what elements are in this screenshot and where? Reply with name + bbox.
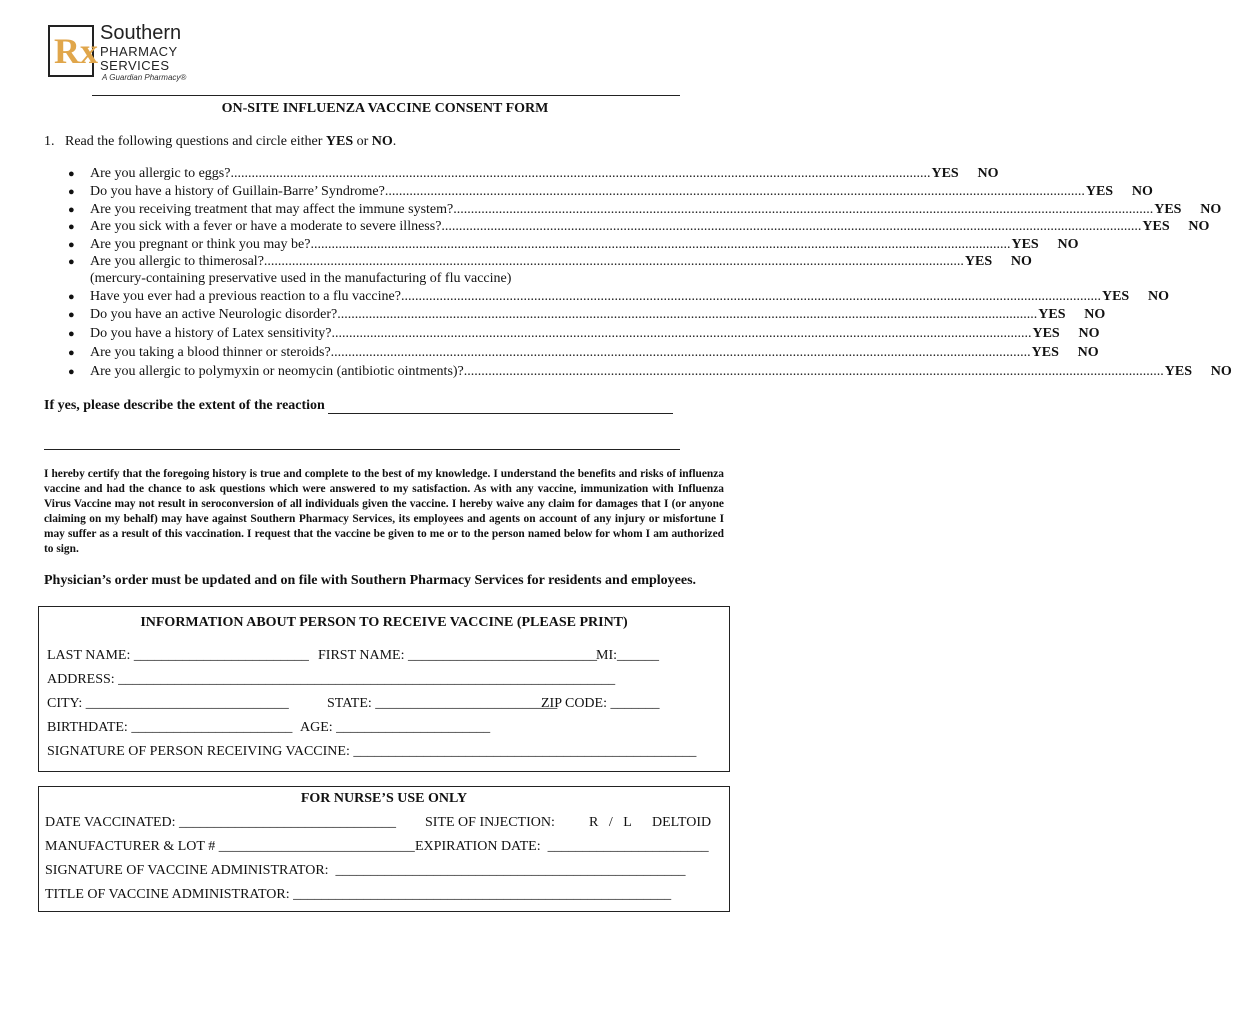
yes-option[interactable]: YES bbox=[1154, 202, 1182, 217]
instruction-prefix: 1. Read the following questions and circle either bbox=[44, 134, 326, 149]
question-row bbox=[68, 326, 1100, 344]
question-row bbox=[68, 254, 1032, 272]
yes-option[interactable]: YES bbox=[1085, 184, 1114, 199]
leader-dots: ........................................................................................................................................................................................................ bbox=[453, 202, 1154, 217]
yes-option[interactable]: YES bbox=[1031, 345, 1059, 360]
question-text: Do you have a history of Latex sensitivity? bbox=[90, 326, 332, 341]
thimerosal-note: (mercury-containing preservative used in the manufacturing of flu vaccine) bbox=[90, 271, 512, 286]
question-row bbox=[68, 289, 1169, 307]
first-name-field[interactable]: FIRST NAME: ___________________________ bbox=[318, 648, 597, 663]
no-option[interactable]: NO bbox=[977, 166, 999, 181]
no-option[interactable]: NO bbox=[1084, 307, 1106, 322]
bullet-icon: ● bbox=[68, 204, 75, 216]
logo-name-line3: SERVICES bbox=[100, 58, 170, 73]
no-option[interactable]: NO bbox=[1057, 237, 1079, 252]
leader-dots: ........................................................................................................................................................................................................ bbox=[441, 219, 1142, 234]
rx-logo-mark bbox=[48, 25, 98, 77]
question-text: Are you allergic to eggs? bbox=[90, 166, 231, 181]
yes-option[interactable]: YES bbox=[1142, 219, 1170, 234]
leader-dots: ........................................................................................................................................................................................................ bbox=[263, 254, 964, 269]
no-option[interactable]: NO bbox=[1077, 345, 1099, 360]
recipient-signature-field[interactable]: SIGNATURE OF PERSON RECEIVING VACCINE: _________________________________________________ bbox=[47, 744, 697, 759]
question-text: Are you sick with a fever or have a moderate to severe illness? bbox=[90, 219, 442, 234]
site-of-injection-label: SITE OF INJECTION: bbox=[425, 815, 555, 830]
instruction bbox=[44, 134, 396, 150]
reaction-line-2[interactable] bbox=[44, 449, 680, 450]
expiration-date-field[interactable]: EXPIRATION DATE: _______________________ bbox=[415, 839, 709, 854]
no-option[interactable]: NO bbox=[1200, 202, 1222, 217]
if-yes-text: If yes, please describe the extent of the reaction bbox=[44, 398, 325, 413]
question-row bbox=[68, 166, 999, 184]
header-divider bbox=[92, 95, 680, 96]
yes-option[interactable]: YES bbox=[1032, 326, 1060, 341]
question-text: Are you pregnant or think you may be? bbox=[90, 237, 311, 252]
instruction-or: or bbox=[353, 134, 372, 149]
bullet-icon: ● bbox=[68, 291, 75, 303]
leader-dots: ........................................................................................................................................................................................................ bbox=[384, 184, 1085, 199]
question-text: Do you have an active Neurologic disorder? bbox=[90, 307, 338, 322]
logo-tagline: A Guardian Pharmacy® bbox=[102, 73, 187, 82]
bullet-icon: ● bbox=[68, 366, 75, 378]
person-info-box bbox=[38, 606, 730, 772]
question-text: Are you receiving treatment that may affect the immune system? bbox=[90, 202, 454, 217]
if-yes-label bbox=[44, 398, 325, 414]
instruction-yes: YES bbox=[325, 134, 354, 149]
bullet-icon: ● bbox=[68, 347, 75, 359]
yes-option[interactable]: YES bbox=[1164, 364, 1193, 379]
question-text: Are you allergic to polymyxin or neomycin (antibiotic ointments)? bbox=[90, 364, 464, 379]
logo-name-line2: PHARMACY bbox=[100, 44, 178, 59]
nurse-box-title: FOR NURSE’S USE ONLY bbox=[300, 791, 468, 806]
question-text: Do you have a history of Guillain-Barre’ Syndrome? bbox=[90, 184, 385, 199]
date-vaccinated-field[interactable]: DATE VACCINATED: _______________________________ bbox=[45, 815, 397, 830]
leader-dots: ........................................................................................................................................................................................................ bbox=[400, 289, 1101, 304]
physician-note: Physician’s order must be updated and on file with Southern Pharmacy Services for residents and employees. bbox=[44, 573, 697, 588]
age-field[interactable]: AGE: ______________________ bbox=[300, 720, 491, 735]
certification-text: I hereby certify that the foregoing history is true and complete to the best of my knowledge. I understand the benefits and risks of influenza vaccine and had the chance to ask questions which were answered to my satisfaction. As with any vaccine, immunization with Influenza Virus Vaccine may not result in seroconversion of all individuals given the vaccine. I hereby waive any claim for damages that I (or anyone claiming on my behalf) may have against Southern Pharmacy Services, its employees and agents on account of any injury or misfortune I may suffer as a result of this vaccination. I request that the vaccine be given to me or to the person named below for whom I am authorized to sign. bbox=[44, 468, 724, 555]
bullet-icon: ● bbox=[68, 221, 75, 233]
question-row bbox=[68, 184, 1153, 202]
birthdate-field[interactable]: BIRTHDATE: _______________________ bbox=[47, 720, 293, 735]
yes-option[interactable]: YES bbox=[1011, 237, 1039, 252]
last-name-field[interactable]: LAST NAME: _________________________ bbox=[47, 648, 309, 663]
bullet-icon: ● bbox=[68, 256, 75, 268]
no-option[interactable]: NO bbox=[1010, 254, 1032, 269]
administrator-title-field[interactable]: TITLE OF VACCINE ADMINISTRATOR: ______________________________________________________ bbox=[45, 887, 672, 902]
leader-dots: ........................................................................................................................................................................................................ bbox=[337, 307, 1038, 322]
bullet-icon: ● bbox=[68, 328, 75, 340]
administrator-signature-field[interactable]: SIGNATURE OF VACCINE ADMINISTRATOR: __________________________________________________ bbox=[45, 863, 686, 878]
no-option[interactable]: NO bbox=[1147, 289, 1169, 304]
address-field[interactable]: ADDRESS: _______________________________________________________________________ bbox=[47, 672, 616, 687]
yes-option[interactable]: YES bbox=[931, 166, 959, 181]
bullet-icon: ● bbox=[68, 168, 75, 180]
city-field[interactable]: CITY: _____________________________ bbox=[47, 696, 289, 711]
yes-option[interactable]: YES bbox=[964, 254, 993, 269]
leader-dots: ........................................................................................................................................................................................................ bbox=[330, 345, 1031, 360]
instruction-no: NO bbox=[371, 134, 393, 149]
question-row bbox=[68, 364, 1232, 382]
no-option[interactable]: NO bbox=[1131, 184, 1153, 199]
leader-dots: ........................................................................................................................................................................................................ bbox=[463, 364, 1164, 379]
person-box-title: INFORMATION ABOUT PERSON TO RECEIVE VACCINE (PLEASE PRINT) bbox=[140, 615, 628, 630]
manufacturer-lot-field[interactable]: MANUFACTURER & LOT # ____________________________ bbox=[45, 839, 415, 854]
question-row bbox=[68, 307, 1106, 325]
question-row bbox=[68, 202, 1222, 220]
nurse-use-box bbox=[38, 786, 730, 912]
no-option[interactable]: NO bbox=[1210, 364, 1232, 379]
zip-code-field[interactable]: ZIP CODE: _______ bbox=[541, 696, 660, 711]
question-row bbox=[68, 237, 1079, 255]
no-option[interactable]: NO bbox=[1188, 219, 1210, 234]
instruction-suffix: . bbox=[392, 134, 397, 149]
question-text: Are you taking a blood thinner or steroids? bbox=[90, 345, 331, 360]
leader-dots: ........................................................................................................................................................................................................ bbox=[230, 166, 931, 181]
no-option[interactable]: NO bbox=[1078, 326, 1100, 341]
yes-option[interactable]: YES bbox=[1101, 289, 1130, 304]
middle-initial-field[interactable]: MI:______ bbox=[596, 648, 659, 663]
rx-logo-text: Rx bbox=[54, 31, 98, 71]
logo-name-line1: Southern bbox=[100, 22, 182, 44]
deltoid-option[interactable]: DELTOID bbox=[652, 815, 712, 830]
leader-dots: ........................................................................................................................................................................................................ bbox=[331, 326, 1032, 341]
question-text: Are you allergic to thimerosal? bbox=[90, 254, 264, 269]
bullet-icon: ● bbox=[68, 186, 75, 198]
question-row bbox=[68, 345, 1099, 363]
question-row bbox=[68, 219, 1210, 237]
page-title: ON-SITE INFLUENZA VACCINE CONSENT FORM bbox=[221, 101, 549, 116]
state-field[interactable]: STATE: __________________________ bbox=[327, 696, 558, 711]
question-text: Have you ever had a previous reaction to a flu vaccine? bbox=[90, 289, 401, 304]
reaction-line-1[interactable] bbox=[328, 413, 673, 414]
bullet-icon: ● bbox=[68, 239, 75, 251]
leader-dots: ........................................................................................................................................................................................................ bbox=[310, 237, 1011, 252]
injection-side-options[interactable]: R / L bbox=[589, 815, 632, 830]
bullet-icon: ● bbox=[68, 309, 75, 321]
company-logo bbox=[48, 22, 198, 82]
yes-option[interactable]: YES bbox=[1038, 307, 1066, 322]
